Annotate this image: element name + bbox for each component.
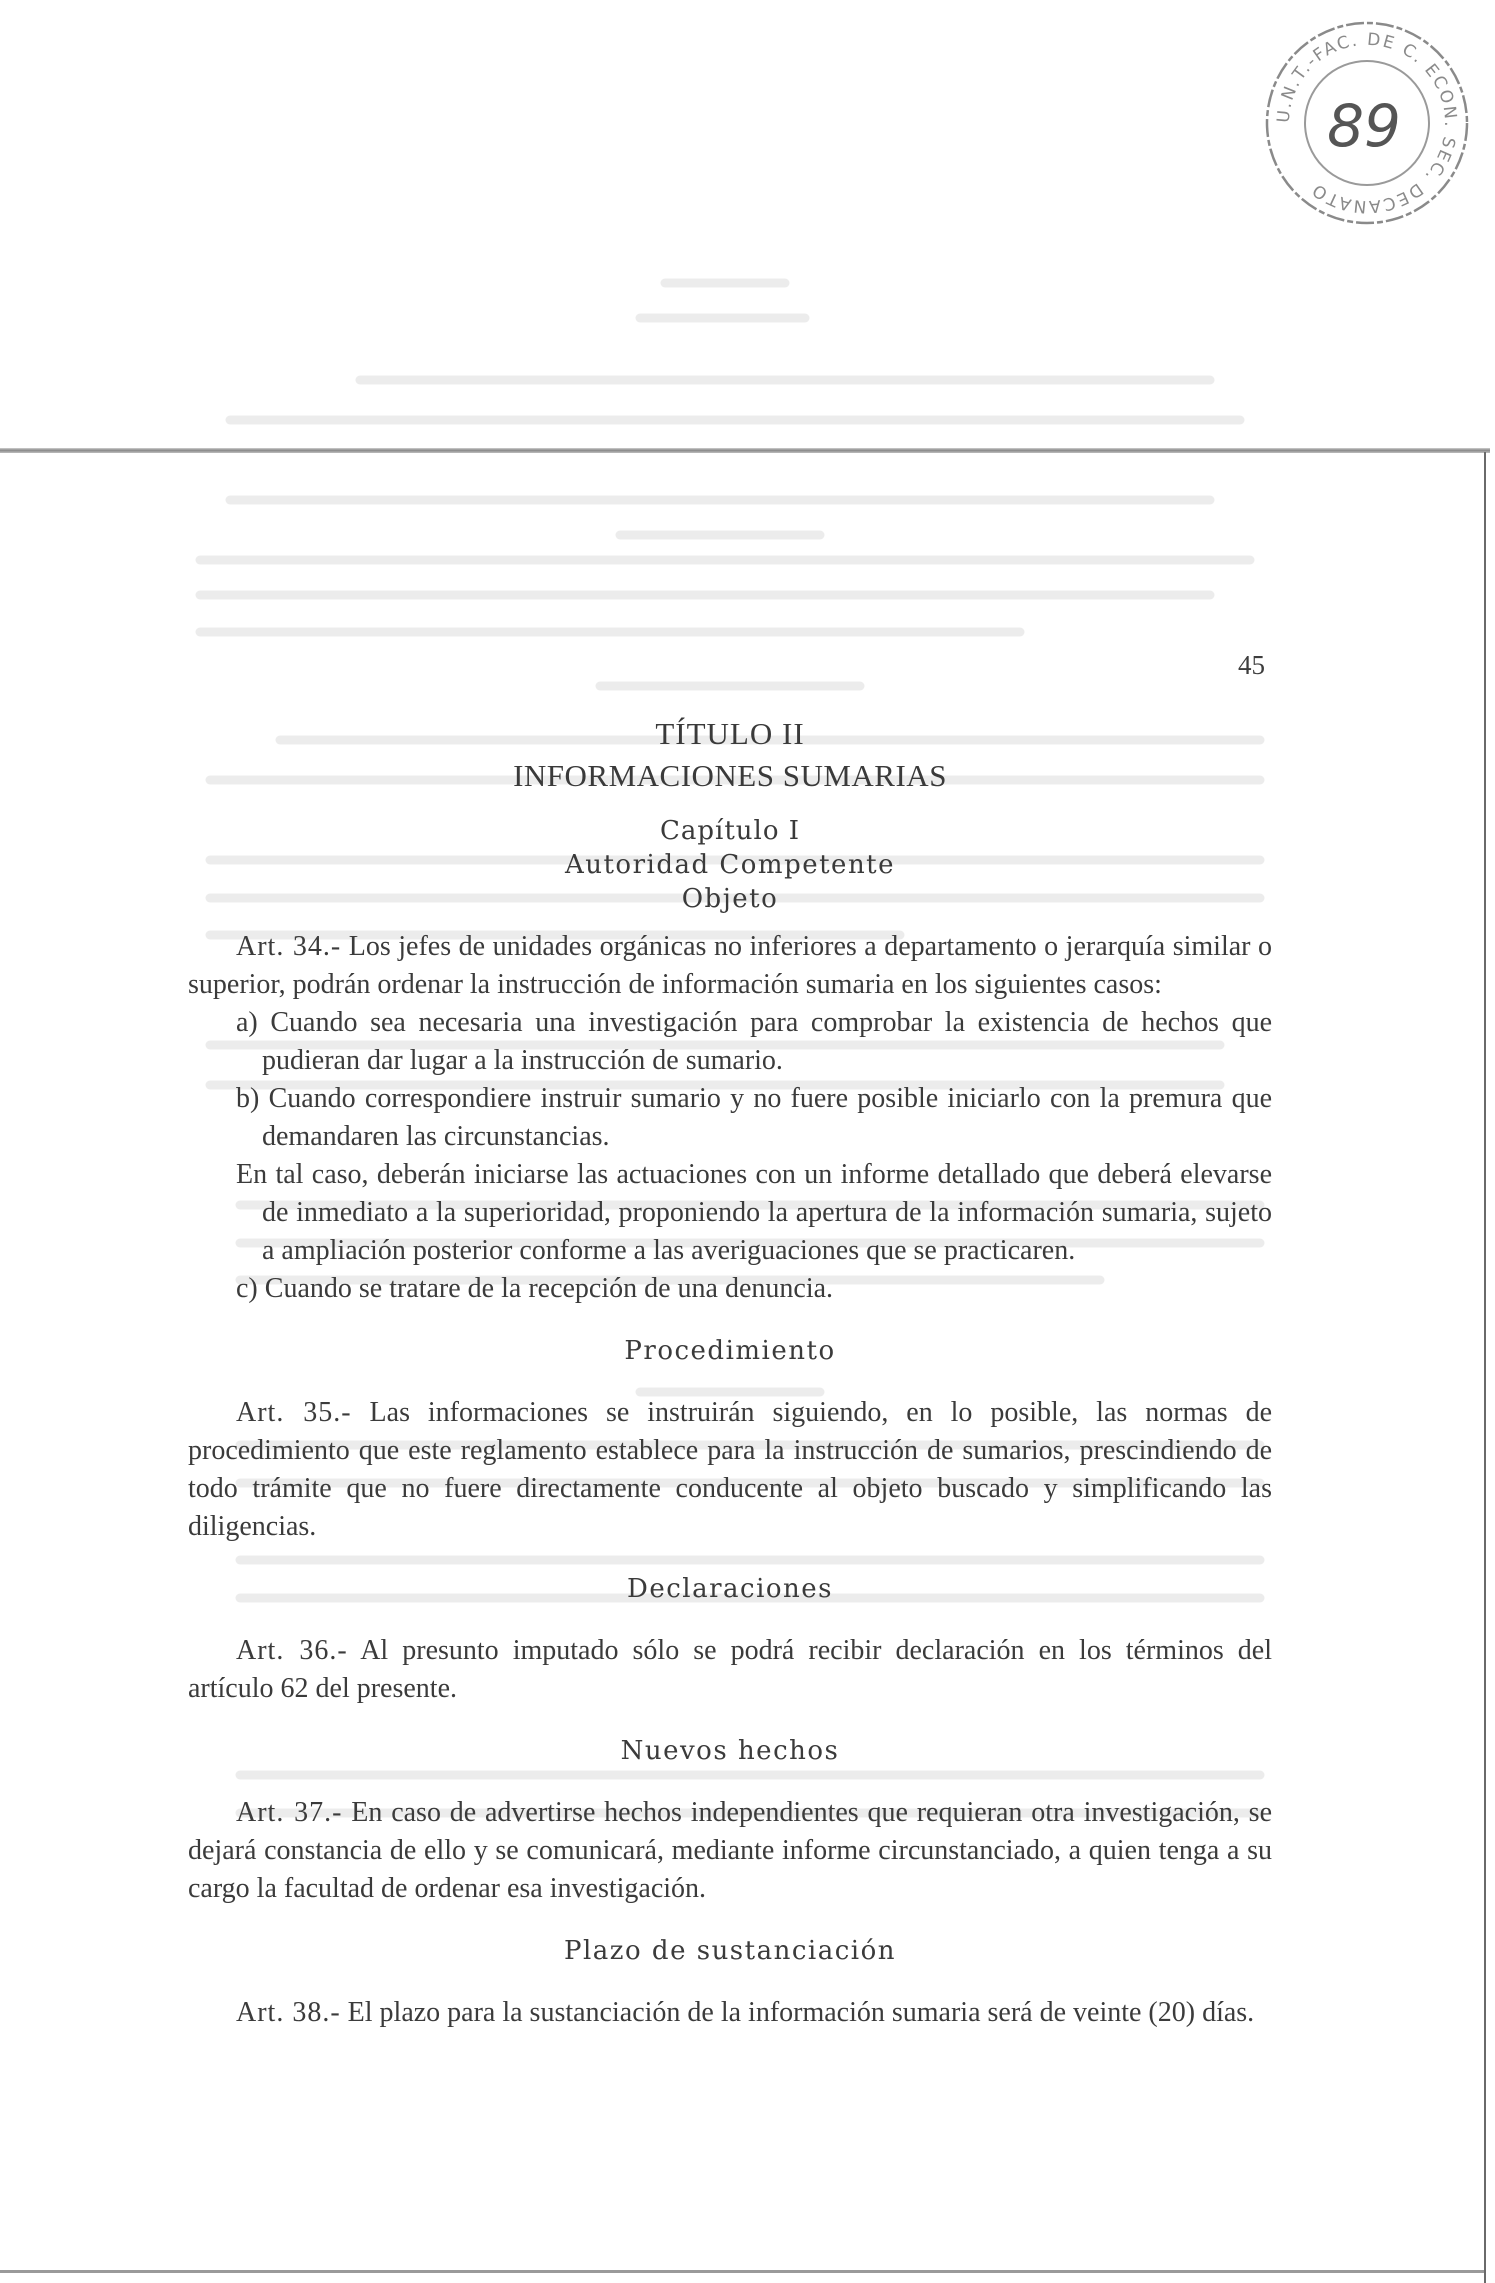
scan-edge-line-bottom xyxy=(0,2270,1484,2273)
section-nuevos-hechos: Nuevos hechos xyxy=(620,1736,840,1766)
article-34-item-c: c) Cuando se tratare de la recepción de una denuncia. xyxy=(236,1273,834,1304)
article-34-item-a: a) Cuando sea necesaria una investigación para comprobar la existencia de hechos que pudieran dar lugar a la instrucción de sumario. xyxy=(236,1007,1272,1076)
article-text: Las informaciones se instruirán siguiendo, en lo posible, las normas de procedimiento que este reglamento establece para la instrucción de sumarios, prescindiendo de todo trámite que no fuere directamente conducente al objeto buscado y simplificando las diligencias. xyxy=(188,1397,1273,1542)
title-subheading: INFORMACIONES SUMARIAS xyxy=(513,758,947,793)
article-text: El plazo para la sustanciación de la información sumaria será de veinte (20) días. xyxy=(347,1997,1255,2028)
article-number: Art. 35.- xyxy=(236,1397,352,1428)
section-plazo: Plazo de sustanciación xyxy=(564,1936,896,1966)
article-38 xyxy=(188,1994,1272,2032)
chapter-name: Autoridad Competente xyxy=(564,850,896,880)
scan-edge-line-top xyxy=(0,448,1490,453)
article-text: Al presunto imputado sólo se podrá recibir declaración en los términos del artículo 62 del presente. xyxy=(188,1635,1272,1704)
title-heading: TÍTULO II xyxy=(655,716,805,751)
article-text: Los jefes de unidades orgánicas no inferiores a departamento o jerarquía similar o superior, podrán ordenar la instrucción de información sumaria en los siguientes casos: xyxy=(188,931,1272,1000)
seal-folio-number: 89 xyxy=(1327,92,1401,160)
decanato-seal-stamp xyxy=(1262,18,1472,228)
article-35 xyxy=(188,1394,1272,1546)
article-number: Art. 36.- xyxy=(236,1635,348,1666)
article-34-item-b: b) Cuando correspondiere instruir sumario y no fuere posible iniciarlo con la premura que demandaren las circunstancias. xyxy=(236,1083,1273,1152)
article-36 xyxy=(188,1632,1272,1708)
article-34 xyxy=(188,928,1272,1004)
article-number: Art. 34.- xyxy=(236,931,342,962)
article-37 xyxy=(188,1794,1272,1908)
page-number: 45 xyxy=(1238,650,1265,680)
document-body xyxy=(188,716,1272,2032)
article-34-note: En tal caso, deberán iniciarse las actuaciones con un informe detallado que deberá elevarse de inmediato a la superioridad, proponiendo la apertura de la información sumaria, sujeto a ampliación posterior conforme a las averiguaciones que se practicaren. xyxy=(236,1159,1272,1266)
seal-ring-text: U.N.T.-FAC. DE C. ECON. SEC. DECANATO xyxy=(1273,29,1461,217)
article-number: Art. 38.- xyxy=(236,1997,341,2028)
article-text: En caso de advertirse hechos independientes que requieran otra investigación, se dejará constancia de ello y se comunicará, mediante informe circunstanciado, a quien tenga a su cargo la facultad de ordenar esa investigación. xyxy=(188,1797,1272,1904)
section-declaraciones: Declaraciones xyxy=(626,1574,834,1604)
scan-edge-line-right xyxy=(1484,452,1486,2283)
chapter-heading: Capítulo I xyxy=(659,816,801,846)
article-number: Art. 37.- xyxy=(236,1797,343,1828)
section-procedimiento: Procedimiento xyxy=(624,1336,836,1366)
section-objeto: Objeto xyxy=(681,884,779,914)
